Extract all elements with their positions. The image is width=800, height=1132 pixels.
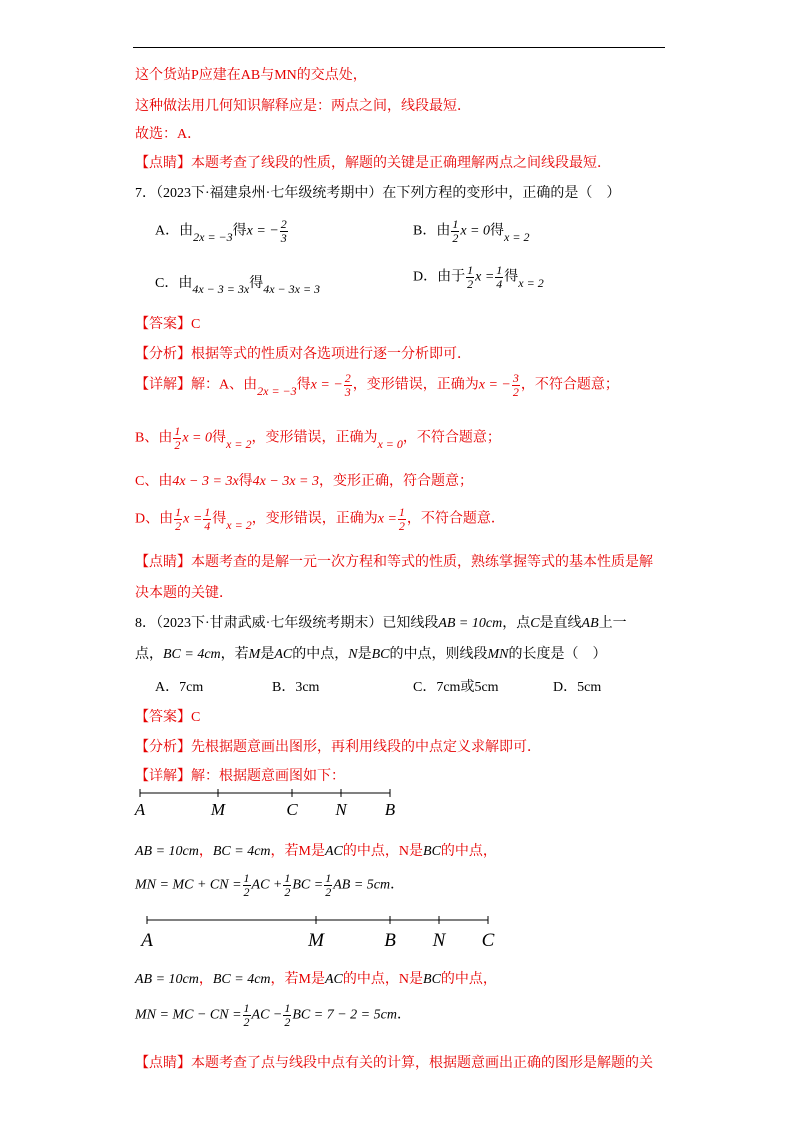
note-tag: 【点睛】 xyxy=(135,156,191,171)
q7-option-c xyxy=(155,272,321,296)
top-rule xyxy=(133,47,665,48)
q7-option-d xyxy=(413,264,544,291)
segment-figure-1 xyxy=(130,785,410,821)
q8-answer: 【答案】C xyxy=(135,710,201,725)
point-label-a: A xyxy=(141,930,153,951)
q7-option-d-frac1: $\frac{1}{2}$ xyxy=(467,263,474,291)
q7-option-b xyxy=(413,218,529,245)
q7-option-b-eq1: x = 0 xyxy=(460,223,491,239)
q7-analysis: 【分析】根据等式的性质对各选项进行逐一分析即可． xyxy=(135,347,471,362)
q7-option-a-eq1: 2x = −3 xyxy=(193,229,233,244)
q7-option-a-eq2: x = − xyxy=(246,223,279,239)
note-line-6 xyxy=(135,152,611,172)
q7-option-c-label: C．由 xyxy=(155,276,193,291)
q7-option-b-frac: $\frac{1}{2}$ xyxy=(452,217,459,245)
q7-option-b-mid: 得 xyxy=(490,223,505,239)
solution-line-2: 这种做法用几何知识解释应是：两点之间，线段最短． xyxy=(135,99,471,114)
q8-stem-line-1: 8．（2023下·甘肃武威·七年级统考期末）已知线段AB = 10cm，点C是直线AB上一 xyxy=(135,616,627,631)
q8-analysis: 【分析】先根据题意画出图形，再利用线段的中点定义求解即可． xyxy=(135,740,541,755)
point-label-c: C xyxy=(286,800,298,819)
case1-given: AB = 10cm，BC = 4cm，若M是AC的中点，N是BC的中点， xyxy=(135,844,497,859)
point-label-m: M xyxy=(308,930,324,951)
q7-option-a-label: A．由 xyxy=(155,223,194,239)
q7-option-b-eq2: x = 2 xyxy=(504,229,530,244)
q8-option-b: B．3cm xyxy=(272,680,320,695)
q8-stem-line-2: 点，BC = 4cm，若M是AC的中点，N是BC的中点，则线段MN的长度是（ ） xyxy=(135,647,607,662)
q7-option-a-mid: 得 xyxy=(232,223,247,239)
point-label-c: C xyxy=(481,930,495,951)
q7-stem: 7．（2023下·福建泉州·七年级统考期中）在下列方程的变形中，正确的是（ ） xyxy=(135,186,621,201)
q7-answer: 【答案】C xyxy=(135,317,201,332)
q7-detail-d: D、由 $\frac{1}{2}$ x = $\frac{1}{4}$ 得x = 2，变形错误，正确为x = $\frac{1}{2}$ ，不符合题意． xyxy=(135,505,505,533)
point-label-m: M xyxy=(210,800,226,819)
q8-option-c: C．7cm或5cm xyxy=(413,680,499,695)
solution-line-3: 故选：A． xyxy=(135,127,202,142)
solution-line-1: 这个货站P应建在AB与MN的交点处， xyxy=(135,68,367,83)
q7-note-line-1: 【点睛】本题考查的是解一元一次方程和等式的性质，熟练掌握等式的基本性质是解 xyxy=(135,555,653,570)
q7-option-b-label: B．由 xyxy=(413,223,451,239)
q7-detail-b: B、由 $\frac{1}{2}$ x = 0得x = 2，变形错误，正确为x = 0，不符合题意； xyxy=(135,424,501,452)
q8-note: 【点睛】本题考查了点与线段中点有关的计算，根据题意画出正确的图形是解题的关 xyxy=(135,1056,653,1071)
q7-option-a-frac: $\frac{2}{3}$ xyxy=(280,217,287,245)
q7-option-c-mid: 得 xyxy=(249,276,264,291)
q7-option-d-frac2: $\frac{1}{4}$ xyxy=(496,263,503,291)
q7-option-a xyxy=(155,218,289,245)
point-label-n: N xyxy=(335,800,347,819)
q7-option-d-mid: 得 xyxy=(504,269,519,285)
point-label-b: B xyxy=(384,930,396,951)
q7-detail-a: 【详解】解：A、由2x = −3得x = − $\frac{2}{3}$ ，变形错误，正确为x = − $\frac{3}{2}$ ，不符合题意； xyxy=(135,371,619,399)
point-label-n: N xyxy=(432,930,446,951)
case2-given: AB = 10cm，BC = 4cm，若M是AC的中点，N是BC的中点， xyxy=(135,972,497,987)
q7-note-line-2: 决本题的关键． xyxy=(135,586,233,601)
q7-option-d-eq2: x = 2 xyxy=(518,275,544,290)
q8-option-a: A．7cm xyxy=(155,680,204,695)
point-label-b: B xyxy=(384,800,396,819)
point-label-a: A xyxy=(134,800,146,819)
segment-figure-2 xyxy=(130,912,510,952)
q7-detail-c: C、由4x − 3 = 3x得4x − 3x = 3，变形正确，符合题意； xyxy=(135,474,473,489)
q7-option-d-eqmid: x = xyxy=(475,269,495,285)
case1-calc: MN = MC + CN = $\frac{1}{2}$ AC + $\frac{1}{2}$ BC = $\frac{1}{2}$ AB = 5cm． xyxy=(135,871,405,899)
q7-option-d-label: D．由于 xyxy=(413,269,466,285)
case2-calc: MN = MC − CN = $\frac{1}{2}$ AC − $\frac{1}{2}$ BC = 7 − 2 = 5cm． xyxy=(135,1001,411,1029)
q8-option-d: D．5cm xyxy=(553,680,602,695)
note-text: 本题考查了线段的性质，解题的关键是正确理解两点之间线段最短． xyxy=(191,156,611,171)
q8-detail: 【详解】解：根据题意画图如下： xyxy=(135,769,345,784)
q7-option-c-eq2: 4x − 3x = 3 xyxy=(263,282,321,296)
q7-option-c-eq1: 4x − 3 = 3x xyxy=(192,282,250,296)
